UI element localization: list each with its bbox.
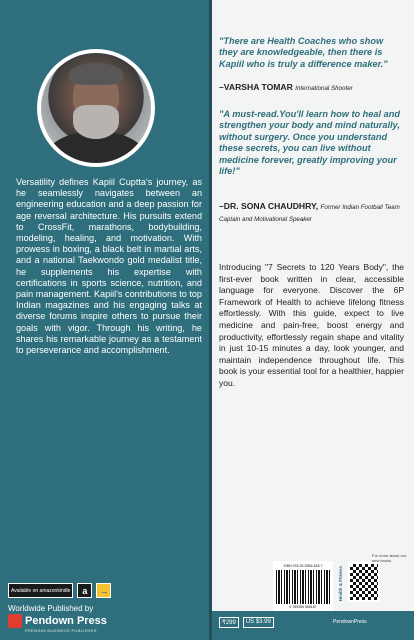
book-description: Introducing "7 Secrets to 120 Years Body", the first-ever book written in clear, accessible language for everyone. Discover the 6P Framework of Health to achieve lifelong fitness effortlessly. With this guide, expect to live medicine and pain-free, boost energy and productivity, effortlessly regain shape and vitality in just 10-15 minutes a day, look younger, and maintain independence throughout life. This book is your essential tool for a healthier, happier you.	[219, 262, 404, 388]
testimonial-quote-2: "A must-read.You'll learn how to heal and strengthen your body and mind naturally, without surgery. Once you understand these secrets, you can live without medicine forever, greatly improving your life!"	[219, 109, 400, 177]
category-label	[338, 566, 346, 610]
price-usd: US $3.99	[243, 617, 274, 628]
price-bar-publisher: PendownPress	[333, 619, 367, 625]
testimonial-quote-1: "There are Health Coaches who show they are knowledgeable, then there is Kapiil who is truly a difference maker."	[219, 36, 388, 69]
author-portrait	[41, 53, 151, 163]
testimonial-author-2-role: Former Indian Football Team Captain and Motivational Speaker	[219, 204, 400, 224]
author-photo	[37, 49, 155, 167]
publisher-tagline: PREMIUM BUSINESS PUBLISHER	[25, 628, 97, 633]
flipkart-icon: →	[96, 583, 111, 598]
qr-code-icon	[348, 562, 380, 602]
testimonial-author-2-name: –DR. SONA CHAUDHRY,	[219, 201, 319, 211]
published-by-text: Worldwide Published by	[8, 604, 94, 613]
testimonial-author-1-role: International Shooter	[295, 85, 353, 92]
author-beard	[73, 105, 119, 139]
barcode-number: 9 789355 568187	[289, 605, 317, 609]
barcode-bars	[276, 570, 330, 604]
isbn-text: ISBN 978-93-5556-818-7	[283, 564, 323, 568]
kindle-logo: Available on amazonkindle	[8, 583, 73, 598]
author-bio: Versatility defines Kapiil Cuptta's journey, as he seamlessly navigates between an engineering education and a deep passion for age reversal architecture. His pursuits extend to CrossFit, marathons, bodybuilding, modeling, healing, and motivation. With prowess in boxing, a black belt in martial arts, and a national Taekwondo gold medalist title, he supplements his expertise with certifications in sports science, nutrition, and pain management. Kapiil's contributions to top Indian magazines and his engaging talks at diverse forums inspire others to pursue their goals with vigor. Through his writing, he shares his remarkable journey as a testament to perseverance and accomplishment.	[16, 177, 202, 356]
isbn-barcode	[273, 561, 333, 613]
price-inr: ₹299	[219, 617, 239, 628]
publisher-logo	[8, 614, 107, 628]
more-books-text: For more about our new books	[372, 553, 407, 563]
publisher-mark-icon	[8, 614, 22, 628]
price-group	[219, 617, 274, 628]
testimonial-author-1-name: –VARSHA TOMAR	[219, 82, 293, 92]
category-text: Health & Fitness	[338, 566, 343, 602]
testimonial-author-1	[219, 82, 404, 94]
publisher-name: Pendown Press	[25, 615, 107, 627]
author-hair	[69, 63, 123, 85]
store-logos	[8, 583, 111, 598]
amazon-icon: a	[77, 583, 92, 598]
testimonial-author-2	[219, 201, 404, 226]
